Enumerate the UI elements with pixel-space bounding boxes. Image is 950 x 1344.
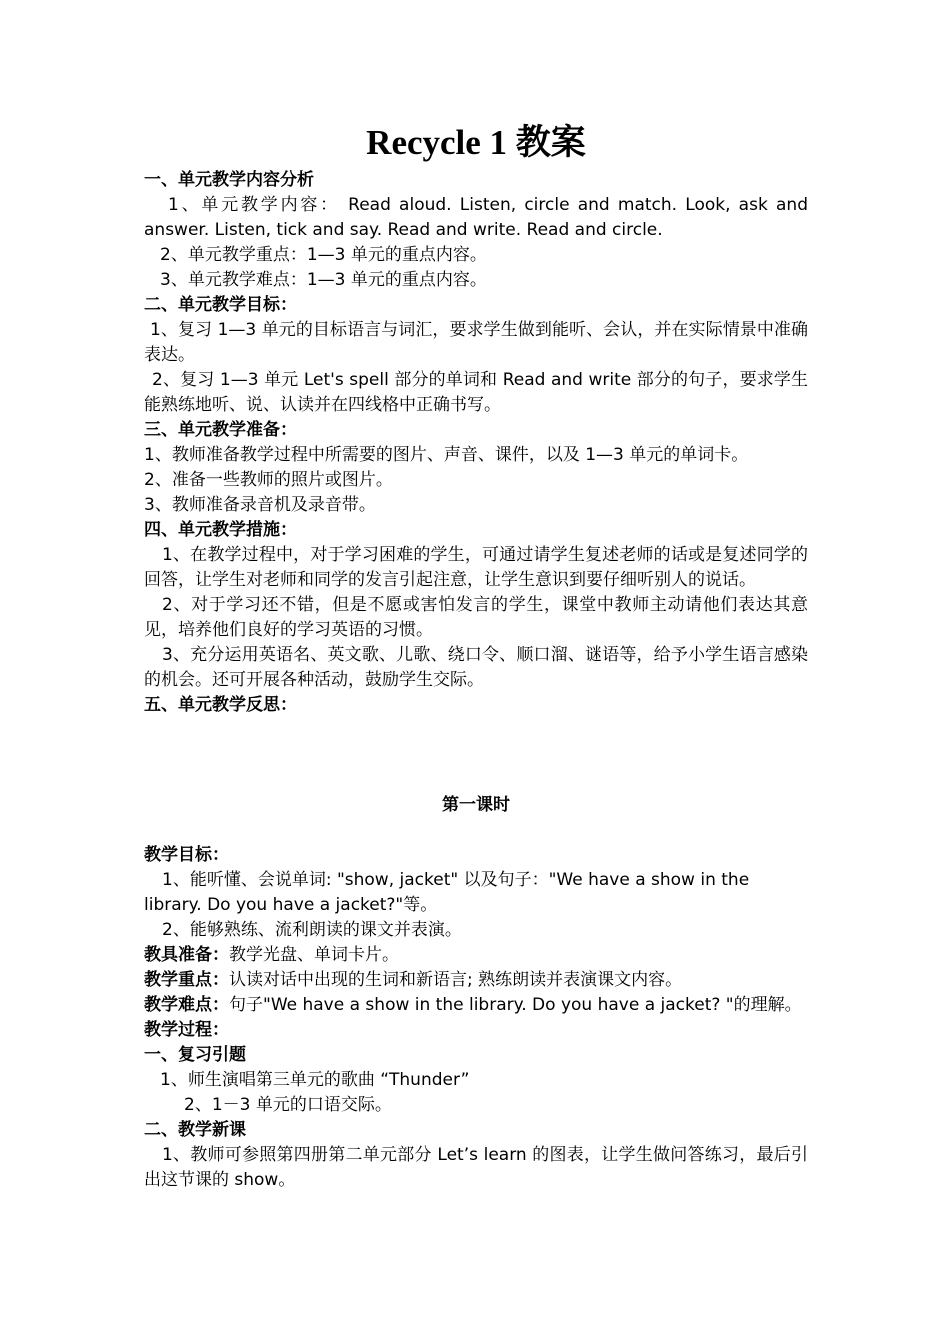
- teaching-tools-value: 教学光盘、单词卡片。: [229, 945, 399, 965]
- step-1-heading: 一、复习引题: [144, 1045, 246, 1065]
- section-5-heading: 五、单元教学反思：: [144, 695, 297, 715]
- document-page: [144, 118, 808, 1193]
- section-2-paragraph: 1、复习 1—3 单元的目标语言与词汇，要求学生做到能听、会认，并在实际情景中准确表达。: [144, 320, 808, 365]
- section-3-heading: 三、单元教学准备：: [144, 420, 297, 440]
- section-1-paragraph: 1、单元教学内容： Read aloud. Listen, circle and match. Look, ask and answer. Listen, tick and say. Read and write. Read and circle.: [144, 195, 808, 240]
- spacer: [144, 768, 808, 793]
- section-3-paragraph: 2、准备一些教师的照片或图片。: [144, 470, 393, 490]
- teaching-tools-row: [144, 943, 808, 968]
- teaching-difficulty-label: 教学难点：: [144, 995, 229, 1015]
- teaching-goal: 1、能听懂、会说单词: "show, jacket" 以及句子："We have a show in the library. Do you have a jacket?"等。: [144, 870, 750, 915]
- teaching-difficulty-value: 句子"We have a show in the library. Do you have a jacket? "的理解。: [229, 995, 802, 1015]
- teaching-difficulty-row: [144, 993, 808, 1018]
- teaching-tools-label: 教具准备：: [144, 945, 229, 965]
- section-4-paragraph: 3、充分运用英语名、英文歌、儿歌、绕口令、顺口溜、谜语等，给予小学生语言感染的机会。还可开展各种活动，鼓励学生交际。: [144, 645, 808, 690]
- spacer: [144, 718, 808, 768]
- teaching-process-label: 教学过程：: [144, 1020, 229, 1040]
- teaching-goals-label: 教学目标：: [144, 845, 229, 865]
- section-2-paragraph: 2、复习 1—3 单元 Let's spell 部分的单词和 Read and write 部分的句子，要求学生能熟练地听、说、认读并在四线格中正确书写。: [144, 370, 808, 415]
- spacer: [144, 818, 808, 843]
- teaching-key-row: [144, 968, 808, 993]
- section-4-paragraph: 2、对于学习还不错，但是不愿或害怕发言的学生，课堂中教师主动请他们表达其意见，培养他们良好的学习英语的习惯。: [144, 595, 808, 640]
- section-4-heading: 四、单元教学措施：: [144, 520, 297, 540]
- section-1-paragraph: 2、单元教学重点：1—3 单元的重点内容。: [160, 245, 487, 265]
- section-1-heading: 一、单元教学内容分析: [144, 170, 314, 190]
- lesson-title: 第一课时: [442, 795, 510, 815]
- section-2-heading: 二、单元教学目标：: [144, 295, 297, 315]
- step-2-item: 1、教师可参照第四册第二单元部分 Let’s learn 的图表，让学生做问答练习，最后引出这节课的 show。: [144, 1145, 808, 1190]
- step-2-heading: 二、教学新课: [144, 1120, 246, 1140]
- teaching-goal: 2、能够熟练、流利朗读的课文并表演。: [162, 920, 462, 940]
- document-title: Recycle 1 教案: [366, 123, 586, 162]
- section-3-paragraph: 1、教师准备教学过程中所需要的图片、声音、课件，以及 1—3 单元的单词卡。: [144, 445, 749, 465]
- section-3-paragraph: 3、教师准备录音机及录音带。: [144, 495, 376, 515]
- section-1-paragraph: 3、单元教学难点：1—3 单元的重点内容。: [160, 270, 487, 290]
- step-1-item: 2、1－3 单元的口语交际。: [184, 1095, 392, 1115]
- teaching-key-label: 教学重点：: [144, 970, 229, 990]
- section-4-paragraph: 1、在教学过程中，对于学习困难的学生，可通过请学生复述老师的话或是复述同学的回答，让学生对老师和同学的发言引起注意，让学生意识到要仔细听别人的说话。: [144, 545, 808, 590]
- step-1-item: 1、师生演唱第三单元的歌曲 “Thunder”: [160, 1070, 470, 1090]
- teaching-key-value: 认读对话中出现的生词和新语言; 熟练朗读并表演课文内容。: [229, 970, 683, 990]
